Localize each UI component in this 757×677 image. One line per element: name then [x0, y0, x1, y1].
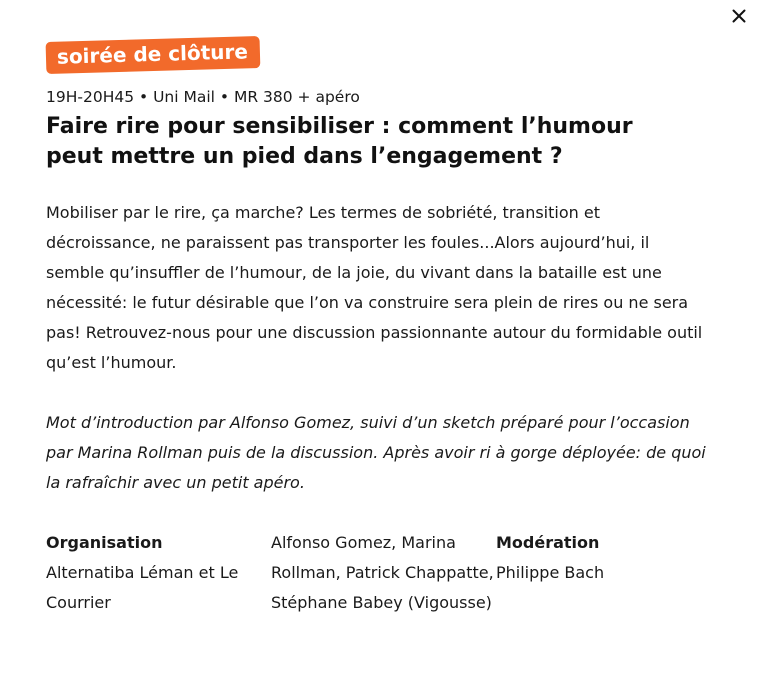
close-button[interactable] [726, 3, 752, 29]
event-meta: 19H-20H45 • Uni Mail • MR 380 + apéro [46, 88, 360, 106]
event-detail [46, 39, 706, 618]
event-intro: Mot d’introduction par Alfonso Gomez, suivi d’un sketch préparé pour l’occasion par Marina Rollman puis de la discussion. Après avoir ri à gorge déployée: de quoi la rafraîchir avec un petit apéro. [46, 413, 706, 492]
moderation-label: Modération [496, 533, 600, 552]
organisation-label: Organisation [46, 533, 163, 552]
close-icon [732, 9, 746, 23]
moderation-value: Philippe Bach [496, 563, 605, 582]
organisation-value: Alternatiba Léman et Le Courrier [46, 563, 239, 612]
event-tag: soirée de clôture [46, 36, 261, 74]
participants-column [271, 528, 496, 618]
participants-value: Alfonso Gomez, Marina Rollman, Patrick Chappatte, Stéphane Babey (Vigousse) [271, 533, 494, 612]
event-title: Faire rire pour sensibiliser : comment l’humour peut mettre un pied dans l’engagement ? [46, 114, 633, 169]
event-description: Mobiliser par le rire, ça marche? Les termes de sobriété, transition et décroissance, ne paraissent pas transporter les foules...Alors aujourd’hui, il semble qu’insuffler de l’humour, de la joie, du vivant dans la bataille est une nécessité: le futur désirable que l’on va construire sera plein de rires ou ne sera pas! Retrouvez-nous pour une discussion passionnante autour du formidable outil qu’est l’humour. [46, 203, 703, 372]
organisation-column [46, 528, 271, 618]
event-credits [46, 528, 696, 618]
moderation-column [496, 528, 696, 618]
